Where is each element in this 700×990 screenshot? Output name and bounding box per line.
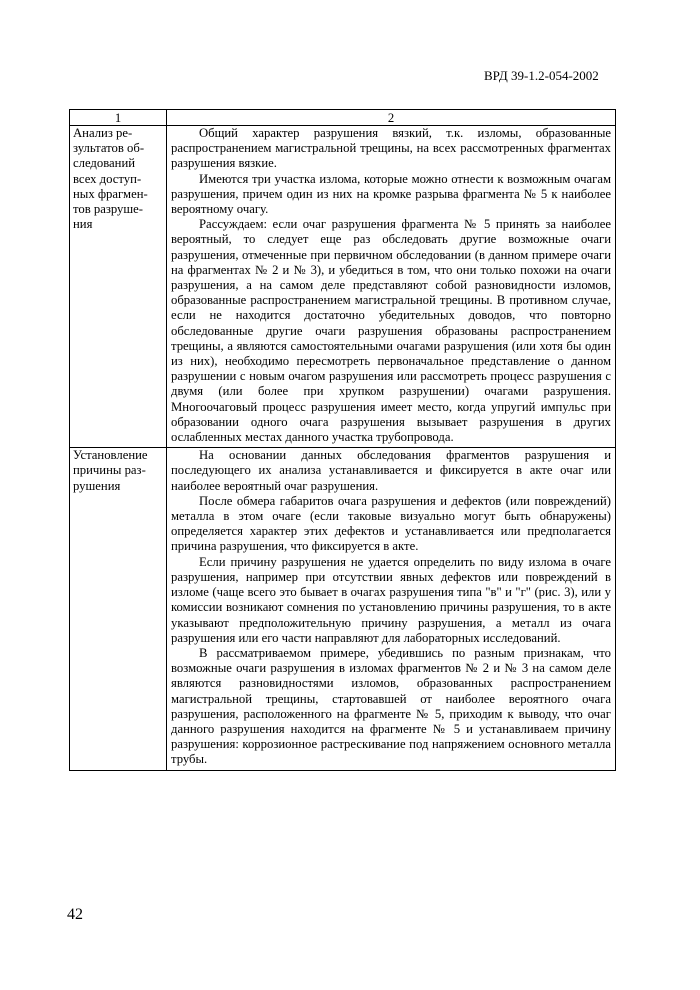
paragraph: Если причину разрушения не удается определить по виду излома в очаге разрушения, например при отсутствии явных дефектов или повреждений в изломе (чаще всего это бывает в очагах разрушения типа "в" и "г" (рис. 3), или у комиссии возникают сомнения по установлению причины разрушения, то в акте указывают предположительную причину разрушения, а металл из очага разрушения или его части направляют для лабораторных исследований. [171, 554, 611, 645]
page-number: 42 [67, 906, 83, 923]
row-label-line: причины раз- [73, 463, 146, 478]
row-label-line: Анализ ре- [73, 126, 133, 140]
row-content-analysis [167, 126, 616, 448]
row-label-line: тов разруше- [73, 202, 144, 217]
column-header-2: 2 [167, 110, 616, 126]
row-content-cause [167, 448, 616, 770]
row-label-line: Установление [73, 448, 148, 463]
paragraph: Общий характер разрушения вязкий, т.к. изломы, образованные распространением магистральной трещины, на всех рассмотренных фрагментах разрушения вязкие. [171, 126, 611, 171]
row-label-line: ния [73, 217, 93, 232]
row-label-analysis [70, 126, 167, 448]
row-label-cause [70, 448, 167, 770]
table-header-row [70, 110, 616, 126]
paragraph: После обмера габаритов очага разрушения и дефектов (или повреждений) металла в этом очаге (если таковые визуально могут быть обнаружены) определяется характер этих дефектов и устанавливается или предполагается причина разрушения, что фиксируется в акте. [171, 493, 611, 554]
row-label-line: ных фрагмен- [73, 186, 148, 201]
table-row-analysis [70, 126, 616, 448]
paragraph: Имеются три участка излома, которые можно отнести к возможным очагам разрушения, причем один из них на кромке разрыва фрагмента № 5 к наиболее вероятному очагу. [171, 171, 611, 217]
column-header-1: 1 [70, 110, 167, 126]
row-label-line: рушения [73, 478, 121, 493]
paragraph: В рассматриваемом примере, убедившись по разным признакам, что возможные очаги разрушения в изломах фрагментов № 2 и № 3 на самом деле являются разновидностями изломов, образованных распространением магистральной трещины, стартовавшей от наиболее вероятного очага разрушения, расположенного на фрагменте № 5, приходим к выводу, что очаг данного разрушения находится на фрагменте № 5 и устанавливаем причину разрушения: коррозионное растрескивание под напряжением основного металла трубы. [171, 645, 611, 767]
content-table [69, 109, 616, 771]
paragraph: На основании данных обследования фрагментов разрушения и последующего их анализа устанавливается и фиксируется в акте очаг или наиболее вероятный очаг разрушения. [171, 448, 611, 493]
row-label-line: всех доступ- [73, 171, 142, 186]
document-code: ВРД 39-1.2-054-2002 [484, 68, 599, 83]
table-row-cause [70, 448, 616, 770]
row-label-line: следований [73, 156, 136, 171]
paragraph: Рассуждаем: если очаг разрушения фрагмента № 5 принять за наиболее вероятный, то следует еще раз обследовать другие возможные очаги разрушения, отмеченные при первичном обследовании (в данном примере очаги на фрагментах № 2 и № 3), и убедиться в том, что они только похожи на очаги разрушения, а на самом деле представляют собой разновидности изломов, образованные распространением магистральной трещины. В противном случае, если не находится достаточно убедительных доводов, что повторно обследованные другие очаги разрушения образованы распространением трещины, а являются самостоятельными очагами разрушения (или хотя бы один из них), необходимо пересмотреть первоначальное представление о данном разрушении с новым очагом разрушения или рассмотреть процесс разрушения с двумя (или более при хрупком разрушении) очагами разрушения. Многоочаговый процесс разрушения имеет место, когда упругий импульс при образовании одного очага разрушения вызывает разрушения в других ослабленных местах данного участка трубопровода. [171, 217, 611, 445]
row-label-line: зультатов об- [73, 141, 145, 156]
